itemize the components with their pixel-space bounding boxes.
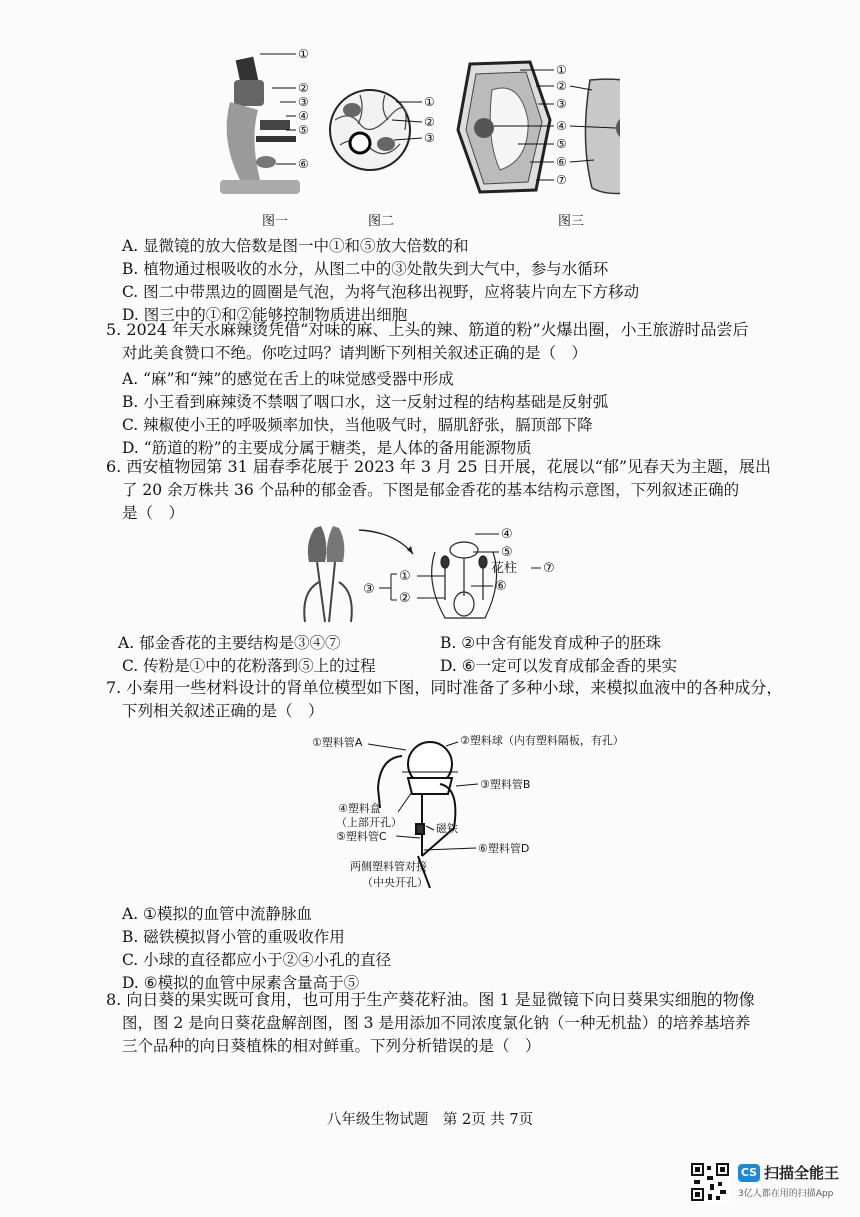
label-plastic-ball: ②塑料球（内有塑料隔板，有孔） xyxy=(460,734,624,747)
label-box-note: （上部开孔） xyxy=(336,816,402,829)
leaf-epidermis-figure xyxy=(330,90,422,170)
tulip-illustration xyxy=(304,526,352,622)
fig3-mark-5: ⑤ xyxy=(556,137,567,151)
q4-option-d: D. 图三中的①和②能够控制物质进出细胞 xyxy=(122,306,408,324)
magnet-drawing xyxy=(416,824,424,834)
fig1-mark-3: ③ xyxy=(298,95,309,109)
scanner-app-name: 扫描全能王 xyxy=(764,1164,840,1182)
flower-mark-7: ⑦ xyxy=(543,561,555,576)
fig2-mark-2: ② xyxy=(424,115,435,129)
qr-code-icon xyxy=(690,1162,730,1202)
q7-option-a: A. ①模拟的血管中流静脉血 xyxy=(122,905,312,923)
fig3-mark-1: ① xyxy=(556,63,567,77)
label-tube-b: ③塑料管B xyxy=(480,778,531,791)
q6-option-a: A. 郁金香花的主要结构是③④⑦ xyxy=(118,634,341,652)
q7-option-c: C. 小球的直径都应小于②④小孔的直径 xyxy=(122,951,392,969)
q5-stem-line2: 对此美食赞口不绝。你吃过吗？请判断下列相关叙述正确的是（ ） xyxy=(122,344,588,362)
flower-mark-4: ④ xyxy=(501,527,513,542)
fig3-mark-7: ⑦ xyxy=(556,173,567,187)
q8-stem-line1: 8. 向日葵的果实既可食用，也可用于生产葵花籽油。图 1 是显微镜下向日葵果实细胞的物像 xyxy=(106,990,755,1009)
label-tube-a: ①塑料管A xyxy=(312,736,363,749)
q5-option-c: C. 辣椒使小王的呼吸频率加快，当他吸气时，膈肌舒张，膈顶部下降 xyxy=(122,416,593,434)
tulip-flower-diagram xyxy=(295,522,565,628)
q6-option-c: C. 传粉是①中的花粉落到⑤上的过程 xyxy=(122,657,376,675)
fig2-mark-3: ③ xyxy=(424,131,435,145)
q6-stem-line3: 是（ ） xyxy=(122,504,185,522)
fig3-mark-2: ② xyxy=(556,79,567,93)
fig3-mark-4: ④ xyxy=(556,119,567,133)
fig3-mark-6: ⑥ xyxy=(556,155,567,169)
fig3-caption: 图三 xyxy=(558,214,585,229)
fig1-caption: 图一 xyxy=(262,214,289,229)
q4-option-b: B. 植物通过根吸收的水分，从图二中的③处散失到大气中，参与水循环 xyxy=(122,260,609,278)
fig2-caption: 图二 xyxy=(368,214,395,229)
animal-cell-figure xyxy=(585,79,620,193)
fig1-mark-4: ④ xyxy=(298,109,309,123)
q6-stem-line2: 了 20 余万株共 36 个品种的郁金香。下图是郁金香花的基本结构示意图，下列叙述正确的 xyxy=(122,481,740,499)
q7-stem-line1: 7. 小秦用一些材料设计的肾单位模型如下图，同时准备了多种小球，来模拟血液中的各种成分， xyxy=(106,678,783,697)
label-joint: 两侧塑料管对接 xyxy=(350,860,427,873)
label-joint-note: （中央开孔） xyxy=(362,876,428,889)
flower-mark-3: ③ xyxy=(363,582,375,597)
q5-option-d: D. “筋道的粉”的主要成分属于糖类，是人体的备用能源物质 xyxy=(122,439,532,457)
plant-cell-figure xyxy=(458,62,550,192)
flower-structure xyxy=(432,542,497,618)
q6-stem-line1: 6. 西安植物园第 31 届春季花展于 2023 年 3 月 25 日开展，花展以“郁”见春天为主题，展出 xyxy=(106,457,772,476)
q8-stem-line2: 图，图 2 是向日葵花盘解剖图，图 3 是用添加不同浓度氯化钠（一种无机盐）的培养基培养 xyxy=(122,1014,751,1032)
page-footer: 八年级生物试题 第 2页 共 7页 xyxy=(326,1112,534,1128)
q7-option-b: B. 磁铁模拟肾小管的重吸收作用 xyxy=(122,928,345,946)
fig1-mark-2: ② xyxy=(298,81,309,95)
q5-option-b: B. 小王看到麻辣烫不禁咽了咽口水，这一反射过程的结构基础是反射弧 xyxy=(122,393,609,411)
flower-mark-2: ② xyxy=(399,591,411,606)
flower-mark-1: ① xyxy=(399,569,411,584)
scanner-tagline: 3亿人都在用的扫描App xyxy=(738,1189,834,1199)
fig2-mark-1: ① xyxy=(424,95,435,109)
fig3-mark-3: ③ xyxy=(556,97,567,111)
flower-style-label: 花柱 xyxy=(491,561,518,576)
fig1-mark-6: ⑥ xyxy=(298,157,309,171)
flower-mark-5: ⑤ xyxy=(501,545,513,560)
q8-stem-line3: 三个品种的向日葵植株的相对鲜重。下列分析错误的是（ ） xyxy=(122,1037,541,1055)
scanner-watermark xyxy=(690,1160,845,1206)
scanner-logo-icon: CS xyxy=(738,1164,760,1182)
q6-option-d: D. ⑥一定可以发育成郁金香的果实 xyxy=(440,657,678,675)
q6-option-b: B. ②中含有能发育成种子的胚珠 xyxy=(440,634,662,652)
nephron-model-diagram xyxy=(310,728,670,894)
label-tube-d: ⑥塑料管D xyxy=(478,842,530,855)
fig1-mark-1: ① xyxy=(298,47,309,61)
flower-mark-6: ⑥ xyxy=(495,579,507,594)
tube-a-drawing xyxy=(378,756,402,808)
label-tube-c: ⑤塑料管C xyxy=(336,830,387,843)
q5-option-a: A. “麻”和“辣”的感觉在舌上的味觉感受器中形成 xyxy=(122,370,454,388)
q5-stem-line1: 5. 2024 年天水麻辣烫凭借“对味的麻、上头的辣、筋道的粉”火爆出圈，小王旅游时品尝后 xyxy=(106,320,749,339)
q7-option-d: D. ⑥模拟的血管中尿素含量高于⑤ xyxy=(122,974,360,992)
q7-stem-line2: 下列相关叙述正确的是（ ） xyxy=(122,702,324,720)
label-plastic-box: ④塑料盒 xyxy=(338,802,381,815)
microscope-figure xyxy=(220,54,300,194)
q4-option-c: C. 图二中带黑边的圆圈是气泡，为将气泡移出视野，应将装片向左下方移动 xyxy=(122,283,640,301)
label-magnet: 磁铁 xyxy=(436,822,458,835)
q4-option-a: A. 显微镜的放大倍数是图一中①和⑤放大倍数的和 xyxy=(122,237,469,255)
fig1-mark-5: ⑤ xyxy=(298,123,309,137)
q4-figures xyxy=(200,40,620,230)
